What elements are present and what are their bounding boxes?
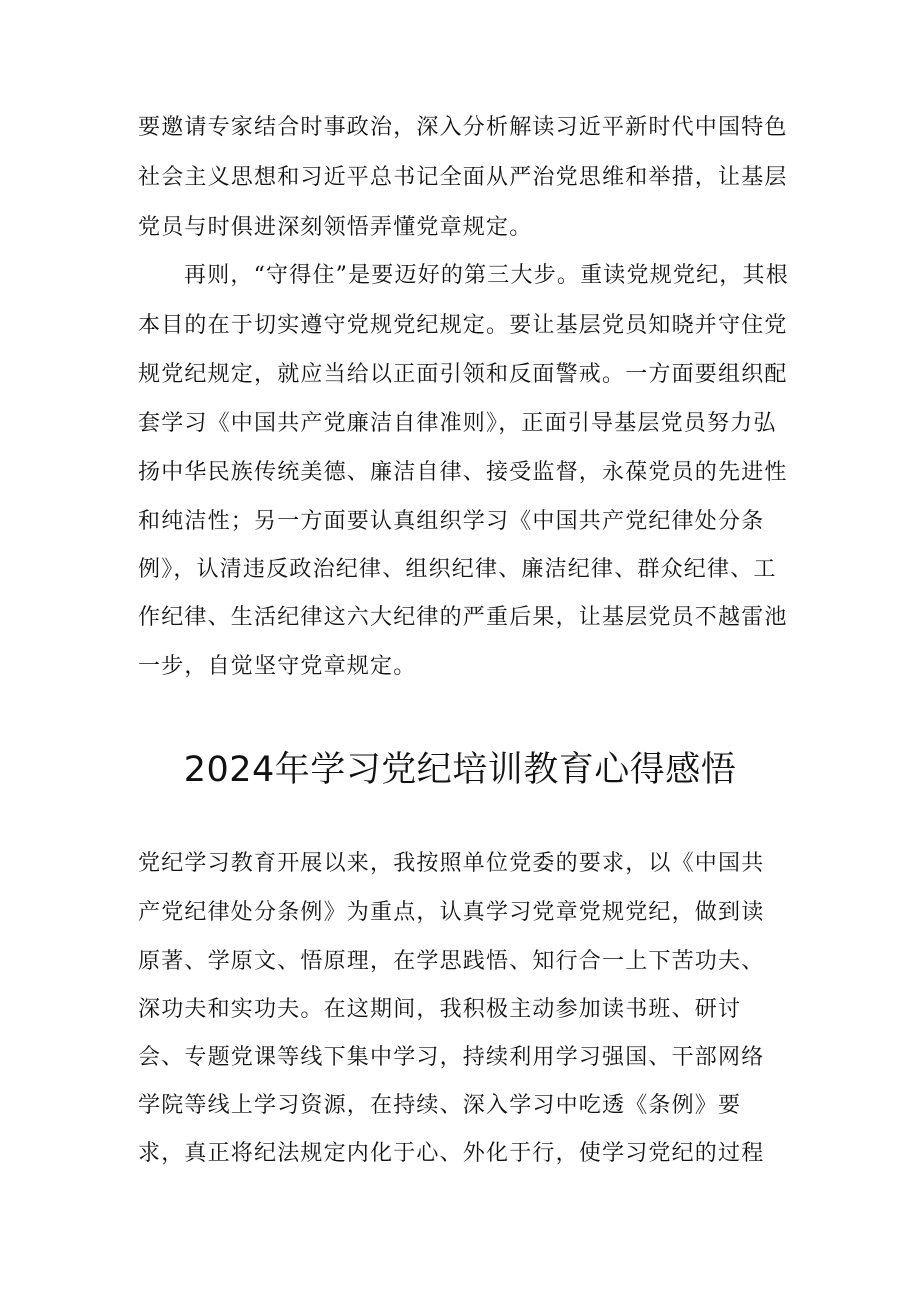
document-title: 2024年学习党纪培训教育心得感悟 [183, 750, 737, 790]
paragraph-line: 规党纪规定，就应当给以正面引领和反面警戒。一方面要组织配 [138, 362, 788, 387]
paragraph-line: 原著、学原文、悟原理，在学思践悟、知行合一上下苦功夫、 [138, 949, 765, 974]
paragraph-line: 党员与时俱进深刻领悟弄懂党章规定。 [138, 215, 533, 240]
paragraph-line: 求，真正将纪法规定内化于心、外化于行，使学习党纪的过程 [138, 1141, 765, 1166]
paragraph-line: 学院等线上学习资源，在持续、深入学习中吃透《条例》要 [138, 1093, 742, 1118]
paragraph-line: 套学习《中国共产党廉洁自律准则》，正面引导基层党员努力弘 [138, 411, 777, 436]
paragraph-line: 再则，“守得住”是要迈好的第三大步。重读党规党纪，其根 [184, 263, 789, 288]
paragraph-line: 本目的在于切实遵守党规党纪规定。要让基层党员知晓并守住党 [138, 313, 788, 338]
paragraph-line: 党纪学习教育开展以来，我按照单位党委的要求，以《中国共 [138, 851, 765, 876]
paragraph-line: 深功夫和实功夫。在这期间，我积极主动参加读书班、研讨 [138, 997, 742, 1022]
paragraph-line: 扬中华民族传统美德、廉洁自律、接受监督，永葆党员的先进性 [138, 460, 788, 485]
paragraph-line: 要邀请专家结合时事政治，深入分析解读习近平新时代中国特色 [138, 115, 788, 140]
paragraph-line: 和纯洁性；另一方面要认真组织学习《中国共产党纪律处分条 [138, 509, 765, 534]
paragraph-line: 会、专题党课等线下集中学习，持续利用学习强国、干部网络 [138, 1045, 765, 1070]
paragraph-line: 例》，认清违反政治纪律、组织纪律、廉洁纪律、群众纪律、工 [138, 557, 777, 582]
paragraph-line: 社会主义思想和习近平总书记全面从严治党思维和举措，让基层 [138, 165, 788, 190]
paragraph-line: 产党纪律处分条例》为重点，认真学习党章党规党纪，做到读 [138, 900, 765, 925]
paragraph-line: 作纪律、生活纪律这六大纪律的严重后果，让基层党员不越雷池 [138, 605, 788, 630]
paragraph-line: 一步，自觉坚守党章规定。 [138, 654, 417, 679]
